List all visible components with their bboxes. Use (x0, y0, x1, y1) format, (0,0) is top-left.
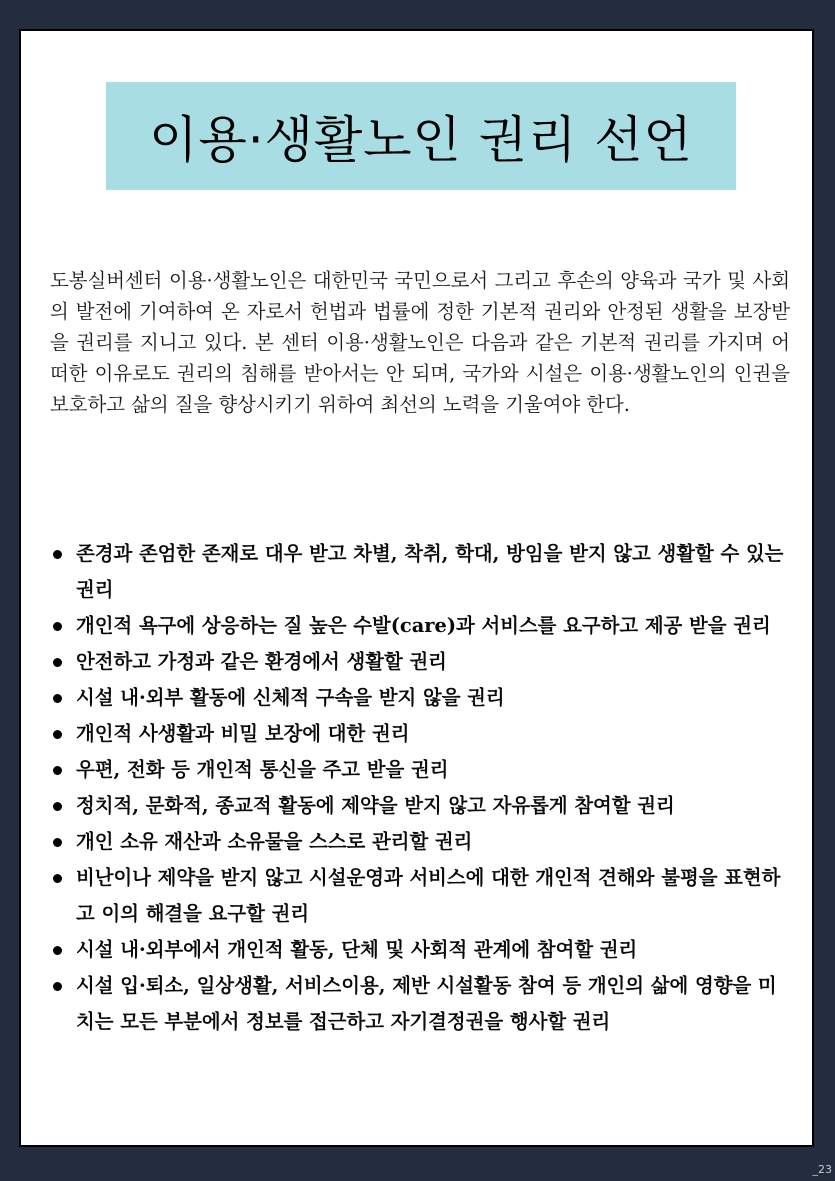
rights-list-item (49, 536, 794, 608)
rights-list-item (49, 788, 794, 824)
bullet-icon (53, 730, 62, 739)
rights-item-text: 시설 내·외부 활동에 신체적 구속을 받지 않을 권리 (76, 686, 505, 709)
rights-item-text: 정치적, 문화적, 종교적 활동에 제약을 받지 않고 자유롭게 참여할 권리 (76, 794, 675, 817)
bullet-icon (53, 946, 62, 955)
rights-list (49, 536, 794, 1040)
rights-item-text: 우편, 전화 등 개인적 통신을 주고 받을 권리 (76, 758, 449, 781)
bullet-icon (53, 766, 62, 775)
rights-list-item (49, 932, 794, 968)
bullet-icon (53, 838, 62, 847)
rights-list-item (49, 968, 794, 1040)
bullet-icon (53, 550, 62, 559)
rights-item-text: 비난이나 제약을 받지 않고 시설운영과 서비스에 대한 개인적 견해와 불평을 표현하고 이의 해결을 요구할 권리 (76, 866, 781, 925)
bullet-icon (53, 658, 62, 667)
intro-paragraph: 도봉실버센터 이용·생활노인은 대한민국 국민으로서 그리고 후손의 양육과 국가 및 사회의 발전에 기여하여 온 자로서 헌법과 법률에 정한 기본적 권리와 안정된 생활을 보장받을 권리를 지니고 있다. 본 센터 이용·생활노인은 다음과 같은 기본적 권리를 가지며 어떠한 이유로도 권리의 침해를 받아서는 안 되며, 국가와 시설은 이용·생활노인의 인권을 보호하고 삶의 질을 향상시키기 위하여 최선의 노력을 기울여야 한다. (50, 269, 790, 417)
bullet-icon (53, 874, 62, 883)
rights-item-text: 존경과 존엄한 존재로 대우 받고 차별, 착취, 학대, 방임을 받지 않고 생활할 수 있는 권리 (76, 542, 784, 601)
rights-list-item (49, 752, 794, 788)
rights-list-item (49, 680, 794, 716)
page-title: 이용·생활노인 권리 선언 (149, 111, 693, 169)
rights-list-item (49, 716, 794, 752)
rights-item-text: 시설 내·외부에서 개인적 활동, 단체 및 사회적 관계에 참여할 권리 (76, 938, 638, 961)
title-banner (106, 82, 736, 190)
rights-list-item (49, 824, 794, 860)
rights-item-text: 개인 소유 재산과 소유물을 스스로 관리할 권리 (76, 830, 473, 853)
rights-list-item (49, 860, 794, 932)
bullet-icon (53, 982, 62, 991)
rights-item-text: 개인적 사생활과 비밀 보장에 대한 권리 (76, 722, 410, 745)
rights-item-text: 시설 입·퇴소, 일상생활, 서비스이용, 제반 시설활동 참여 등 개인의 삶에 영향을 미치는 모든 부분에서 정보를 접근하고 자기결정권을 행사할 권리 (76, 974, 777, 1033)
rights-list-item (49, 608, 794, 644)
rights-list-item (49, 644, 794, 680)
rights-item-text: 안전하고 가정과 같은 환경에서 생활할 권리 (76, 650, 447, 673)
rights-item-text: 개인적 욕구에 상응하는 질 높은 수발(care)과 서비스를 요구하고 제공 받을 권리 (76, 614, 771, 637)
page-number: _23 (812, 1163, 832, 1176)
bullet-icon (53, 694, 62, 703)
bullet-icon (53, 622, 62, 631)
bullet-icon (53, 802, 62, 811)
document-page (19, 29, 814, 1147)
